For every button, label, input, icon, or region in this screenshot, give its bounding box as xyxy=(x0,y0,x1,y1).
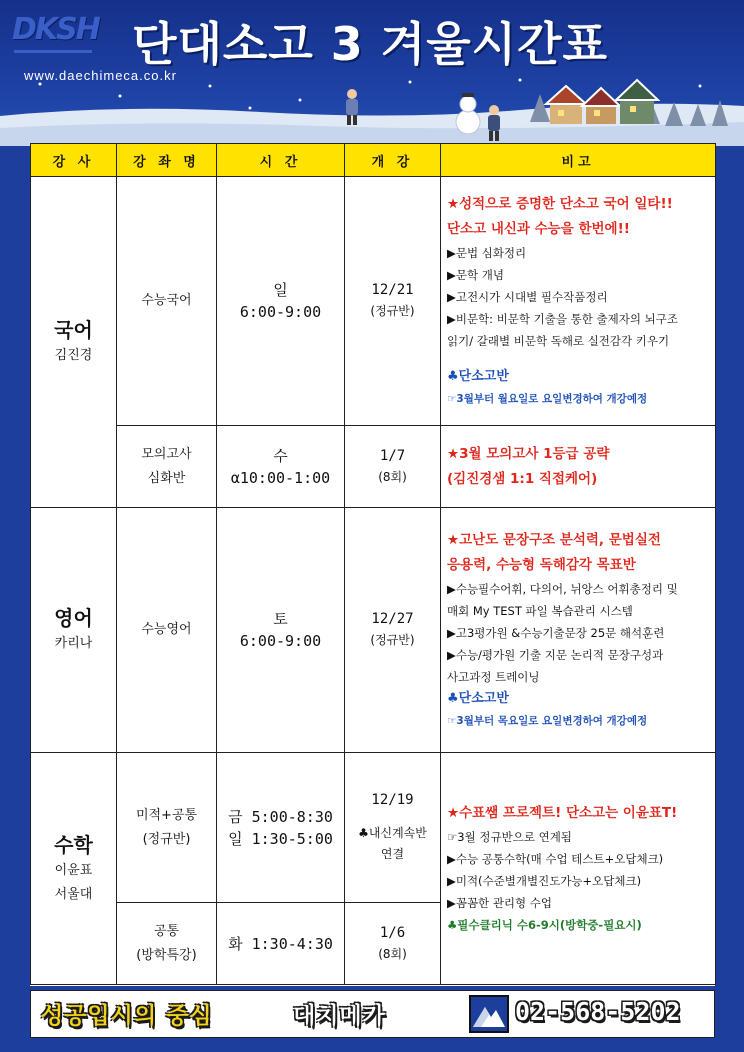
mountain-logo-icon xyxy=(469,995,509,1033)
table-row xyxy=(31,753,716,903)
class-hours: α10:00-1:00 xyxy=(230,468,331,487)
start-date xyxy=(345,508,441,753)
course-name xyxy=(117,426,217,508)
subject-name: 영어 xyxy=(54,606,93,630)
notes-memo: ☞3월부터 월요일로 요일변경하여 개강예정 xyxy=(447,393,648,405)
teacher-school: 서울대 xyxy=(54,886,93,902)
teacher-cell-english xyxy=(31,508,117,753)
class-hours: 일 1:30-5:00 xyxy=(228,829,333,848)
page-title: 단대소고 3 겨울시간표 xyxy=(132,17,608,71)
teacher-name: 카리나 xyxy=(54,636,93,651)
houses-icon xyxy=(546,80,658,124)
course-name-line: 공통 xyxy=(153,923,180,939)
winter-scene-illustration xyxy=(0,76,744,146)
notes-highlight: (김진경샘 1:1 직접케어) xyxy=(447,470,598,487)
teacher-cell-korean xyxy=(31,177,117,508)
notes-bullet: 사고과정 트레이닝 xyxy=(447,670,540,684)
start-date xyxy=(345,426,441,508)
subject-name: 수학 xyxy=(54,832,93,857)
table-header-row xyxy=(31,144,716,177)
col-header-time: 시 간 xyxy=(217,144,345,177)
start-date xyxy=(345,177,441,426)
col-header-teacher: 강 사 xyxy=(31,144,117,177)
start-day: 12/27 xyxy=(371,611,414,627)
timetable xyxy=(30,143,715,986)
course-name-line: (정규반) xyxy=(142,831,191,847)
footer-banner xyxy=(30,990,715,1038)
start-date xyxy=(345,903,441,985)
start-day: 12/21 xyxy=(371,282,414,298)
class-hours: 금 5:00-8:30 xyxy=(228,807,333,826)
col-header-course: 강 좌 명 xyxy=(117,144,217,177)
notes-bullet: ▶문법 심화정리 xyxy=(447,246,527,260)
notes-bullet: ▶수능/평가원 기출 지문 논리적 문장구성과 xyxy=(447,648,664,662)
class-hours: 6:00-9:00 xyxy=(239,632,322,650)
notes-bullet: ▶고3평가원 &수능기출문장 25문 해석훈련 xyxy=(447,626,665,640)
class-day: 수 xyxy=(273,446,288,465)
start-note: ♣내신계속반 xyxy=(358,826,427,840)
logo-text: DKSH xyxy=(12,12,99,47)
notes-highlight: 단소고 내신과 수능을 한번에!! xyxy=(447,221,630,237)
snowman-icon xyxy=(456,93,480,134)
logo-underline xyxy=(14,50,92,53)
notes-bullet: ▶꼼꼼한 관리형 수업 xyxy=(447,896,553,910)
phone-number: 02-568-5202 xyxy=(515,997,681,1026)
table-row xyxy=(31,508,716,753)
class-time: 화 1:30-4:30 xyxy=(217,903,345,985)
schedule-table xyxy=(30,143,716,985)
website-url: www.daechimeca.co.kr xyxy=(24,68,177,83)
col-header-start: 개 강 xyxy=(345,144,441,177)
notes-bullet: ▶미적(수준별개별진도가능+오답체크) xyxy=(447,874,642,888)
course-name: 수능국어 xyxy=(117,177,217,426)
slogan-text: 성공입시의 중심 xyxy=(41,1003,213,1029)
notes-bullet: ▶문학 개념 xyxy=(447,268,504,282)
notes-highlight: ★고난도 문장구조 분석력, 문법실전 xyxy=(447,532,661,548)
class-time xyxy=(217,753,345,903)
col-header-notes: 비고 xyxy=(441,144,716,177)
notes-spacer xyxy=(447,352,709,366)
course-name xyxy=(117,753,217,903)
start-date xyxy=(345,753,441,903)
teacher-name: 이윤표 xyxy=(54,862,93,878)
notes-bullet: ▶고전시가 시대별 필수작품정리 xyxy=(447,290,608,304)
notes-memo-line: ☞3월 정규반으로 연계됨 xyxy=(447,830,572,844)
notes-memo: ☞3월부터 목요일로 요일변경하여 개강예정 xyxy=(447,715,648,727)
start-day: 1/6 xyxy=(379,924,406,941)
start-spacer xyxy=(345,811,440,823)
notes-bullet: 매회 My TEST 파일 복습관리 시스템 xyxy=(447,604,633,618)
table-row xyxy=(31,177,716,426)
class-day: 토 xyxy=(273,610,288,628)
start-day: 1/7 xyxy=(379,447,406,464)
start-note: (정규반) xyxy=(370,633,415,647)
class-time xyxy=(217,508,345,753)
course-name-line: 모의고사 xyxy=(141,446,192,462)
course-name: 수능영어 xyxy=(117,508,217,753)
header-banner xyxy=(0,0,744,146)
notes-cell xyxy=(441,426,716,508)
group-label: ♣단소고반 xyxy=(447,691,509,706)
group-label: ♣단소고반 xyxy=(447,369,509,384)
teacher-name: 김진경 xyxy=(54,348,93,363)
class-hours: 6:00-9:00 xyxy=(239,303,322,321)
start-note: (8회) xyxy=(378,946,407,961)
notes-bullet: ▶수능 공통수학(매 수업 테스트+오답체크) xyxy=(447,852,664,866)
course-name xyxy=(117,903,217,985)
start-day: 12/19 xyxy=(371,792,414,808)
start-note: 연결 xyxy=(380,847,405,861)
start-note: (정규반) xyxy=(370,304,415,318)
notes-cell xyxy=(441,177,716,426)
notes-highlight: 응용력, 수능형 독해감각 목표반 xyxy=(447,557,636,573)
class-time xyxy=(217,426,345,508)
dksh-logo xyxy=(12,12,99,60)
notes-highlight: ★성적으로 증명한 단소고 국어 일타!! xyxy=(447,196,673,212)
notes-cell xyxy=(441,508,716,753)
course-name-line: 미적+공통 xyxy=(135,807,198,823)
table-row xyxy=(31,426,716,508)
clinic-note: ♣필수클리닉 수6-9시(방학중-필요시) xyxy=(447,918,642,932)
notes-cell xyxy=(441,753,716,985)
notes-highlight: ★3월 모의고사 1등급 공략 xyxy=(447,445,610,462)
notes-bullet: ▶수능필수어휘, 다의어, 뉘앙스 어휘총정리 및 xyxy=(447,582,678,596)
class-day: 일 xyxy=(273,281,288,299)
subject-name: 국어 xyxy=(54,318,93,342)
course-name-line: (방학특강) xyxy=(136,947,197,963)
notes-bullet: 읽기/ 갈래별 비문학 독해로 실전감각 키우기 xyxy=(447,334,670,348)
start-note: (8회) xyxy=(378,469,407,484)
notes-bullet: ▶비문학: 비문학 기출을 통한 출제자의 뇌구조 xyxy=(447,312,678,326)
teacher-cell-math xyxy=(31,753,117,985)
notes-highlight: ★수표쌤 프로젝트! 단소고는 이윤표T! xyxy=(447,805,678,821)
class-time xyxy=(217,177,345,426)
brand-name: 대치메카 xyxy=(293,1003,386,1029)
course-name-line: 심화반 xyxy=(147,470,186,486)
